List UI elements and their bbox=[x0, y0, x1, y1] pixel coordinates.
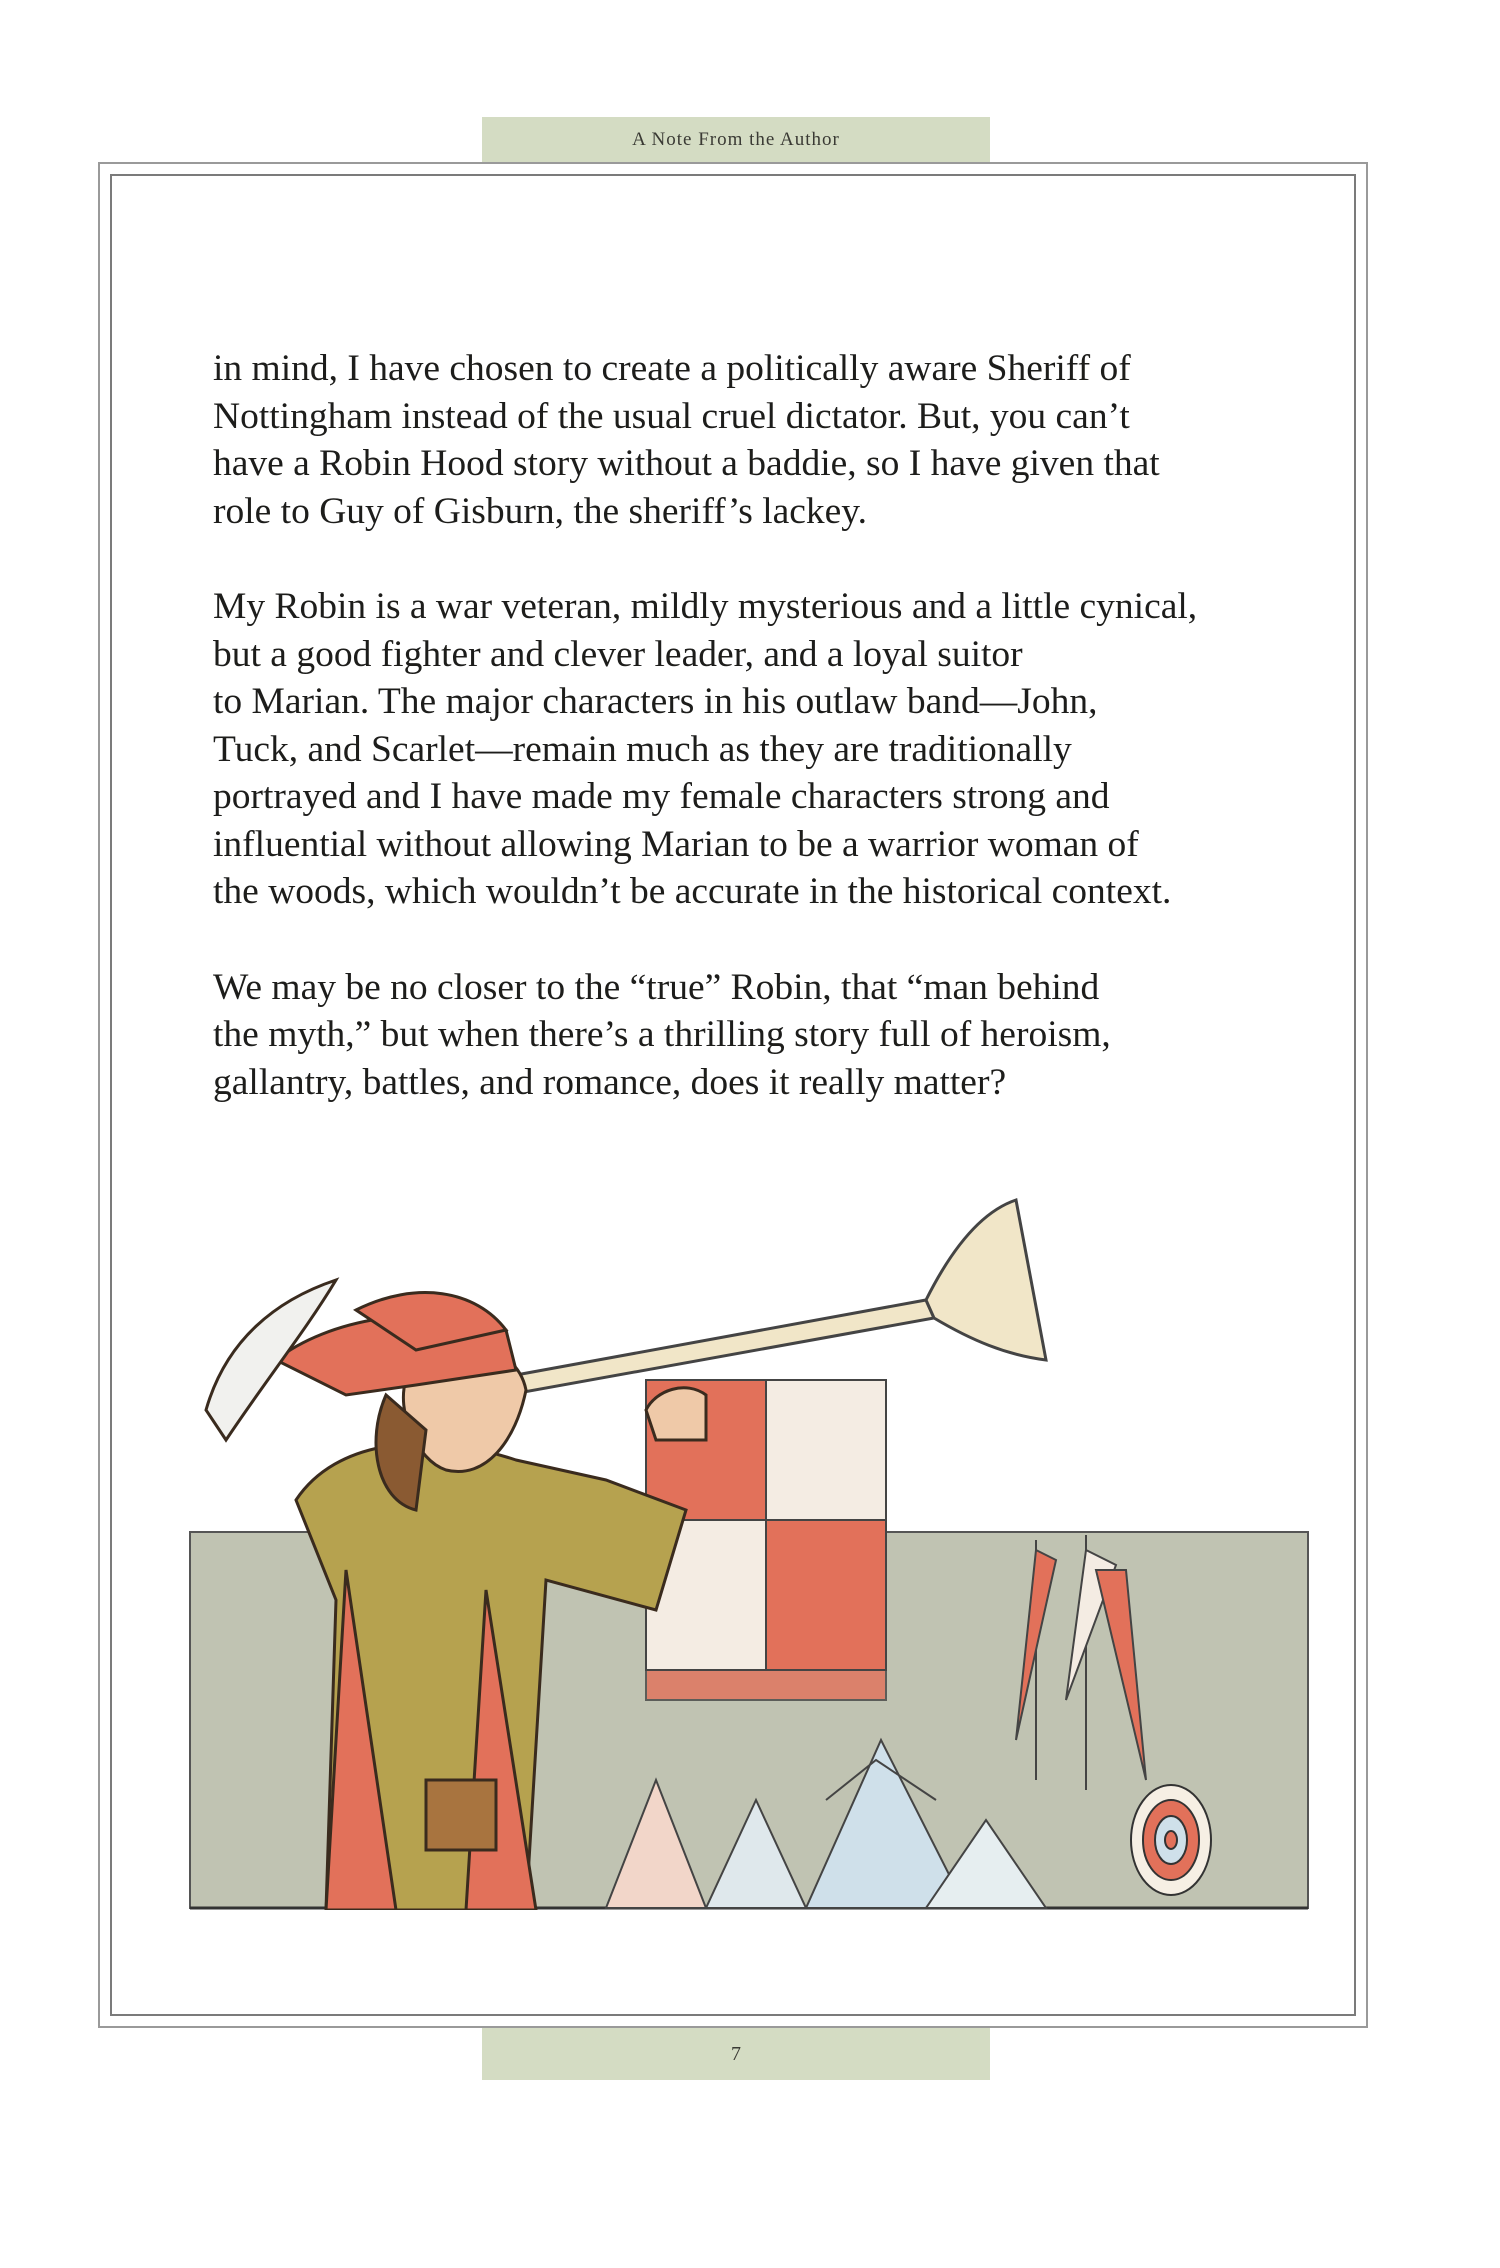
paragraph-2 bbox=[213, 583, 1283, 916]
text-line: gallantry, battles, and romance, does it really matter? bbox=[213, 1061, 1007, 1103]
running-header-title: A Note From the Author bbox=[632, 128, 840, 150]
horn-blowing-archer-illustration bbox=[186, 1180, 1310, 1910]
paragraph-3 bbox=[213, 964, 1283, 1107]
text-line: We may be no closer to the “true” Robin, that “man behind bbox=[213, 966, 1100, 1008]
text-line: portrayed and I have made my female characters strong and bbox=[213, 776, 1110, 817]
text-line: influential without allowing Marian to be a warrior woman of bbox=[213, 823, 1139, 865]
page-number: 7 bbox=[731, 2042, 741, 2065]
text-line: to Marian. The major characters in his outlaw band—John, bbox=[213, 681, 1098, 722]
text-line: Tuck, and Scarlet—remain much as they are traditionally bbox=[213, 728, 1072, 770]
archery-target bbox=[1131, 1785, 1211, 1895]
text-line: in mind, I have chosen to create a politically aware Sheriff of bbox=[213, 348, 1131, 389]
text-line: the myth,” but when there’s a thrilling story full of heroism, bbox=[213, 1014, 1111, 1055]
text-line: role to Guy of Gisburn, the sheriff’s lackey. bbox=[213, 490, 867, 532]
paragraph-1 bbox=[213, 345, 1283, 535]
running-header bbox=[482, 117, 990, 162]
text-line: but a good fighter and clever leader, and a loyal suitor bbox=[213, 633, 1023, 675]
text-line: My Robin is a war veteran, mildly mysterious and a little cynical, bbox=[213, 586, 1198, 627]
text-line: Nottingham instead of the usual cruel dictator. But, you can’t bbox=[213, 395, 1130, 437]
text-line: have a Robin Hood story without a baddie, so I have given that bbox=[213, 443, 1160, 484]
body-text bbox=[213, 345, 1283, 1154]
text-line: the woods, which wouldn’t be accurate in the historical context. bbox=[213, 871, 1172, 912]
page-footer bbox=[482, 2028, 990, 2080]
horn bbox=[516, 1200, 1046, 1392]
